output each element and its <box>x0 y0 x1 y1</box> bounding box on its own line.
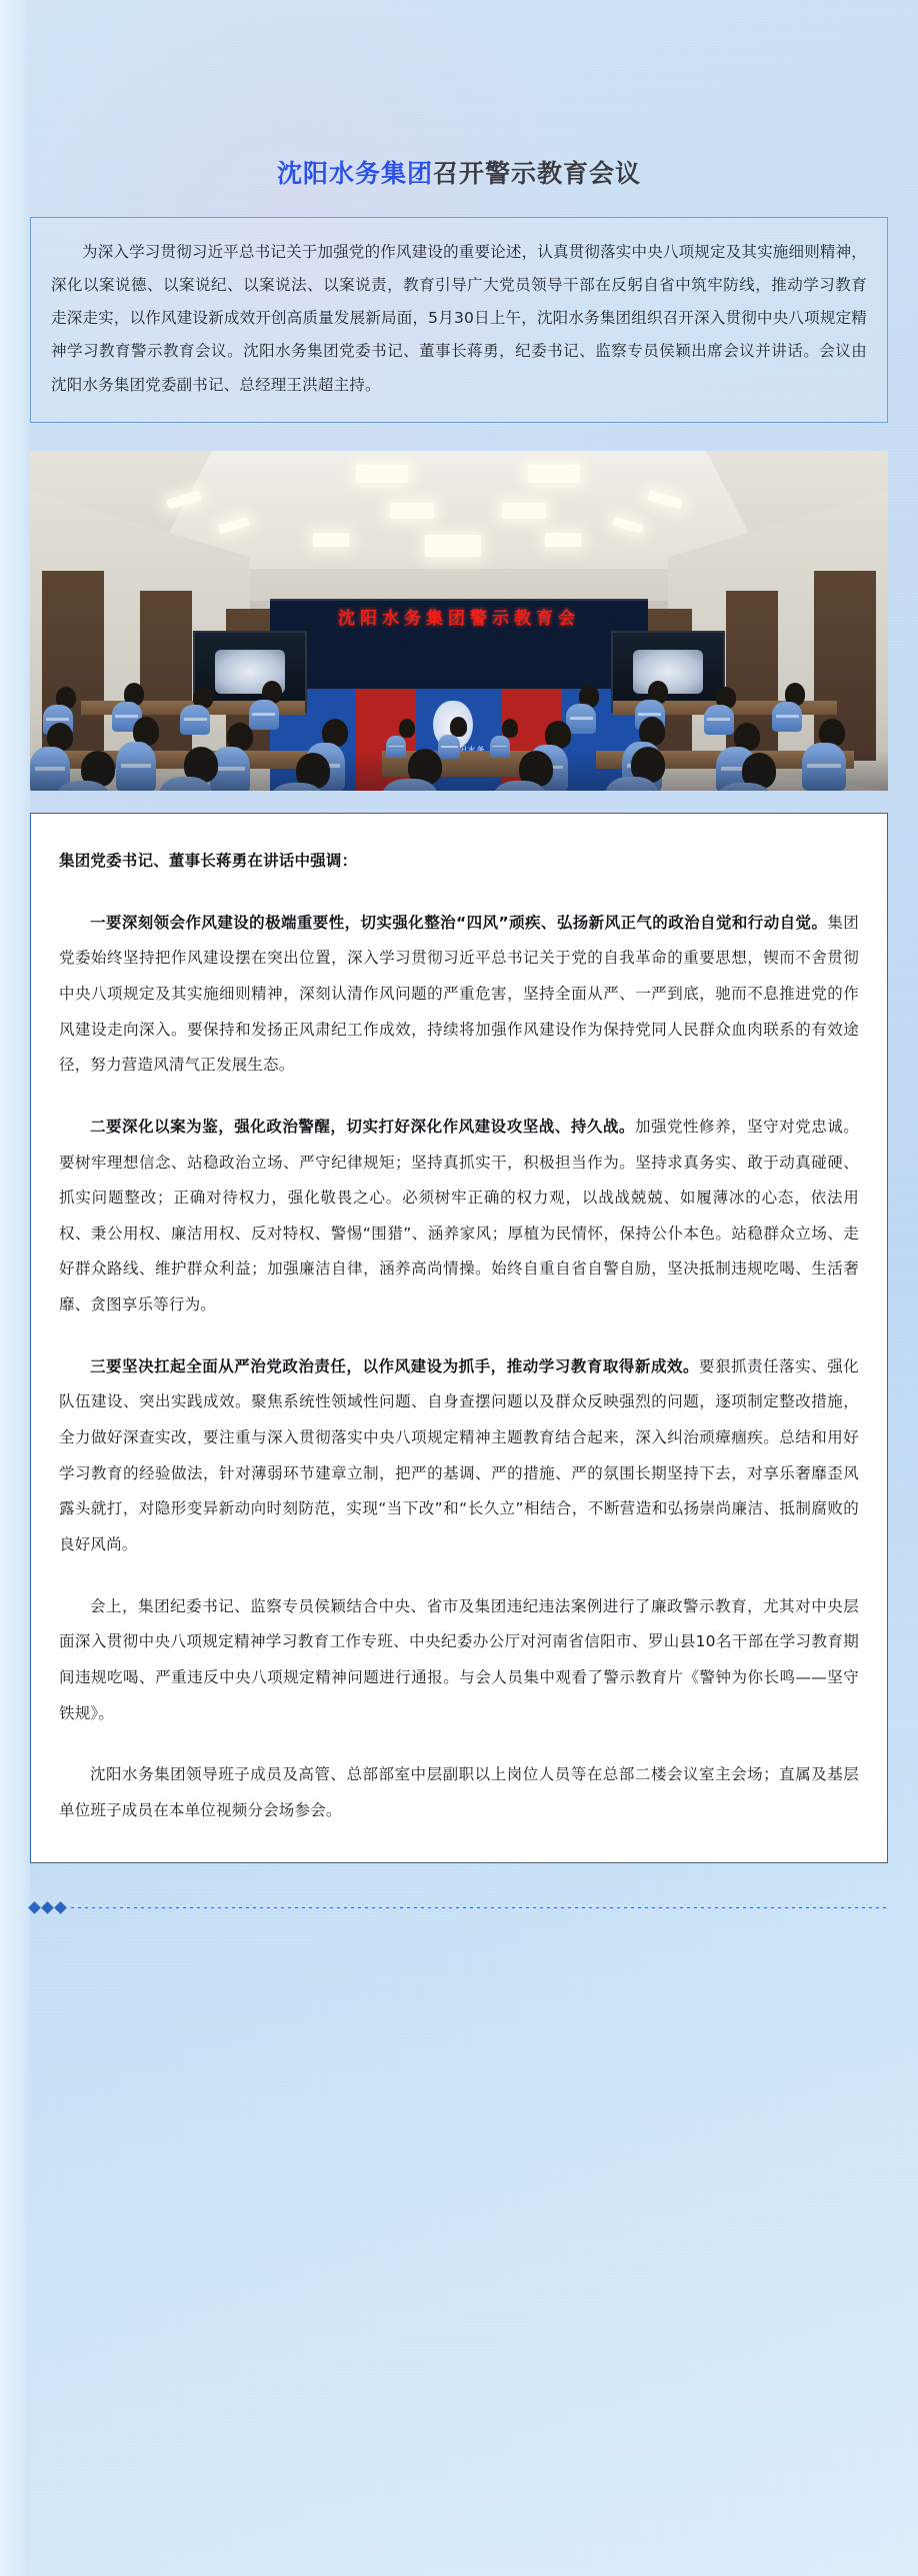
meeting-photo <box>30 451 888 791</box>
dotted-divider <box>71 1907 888 1908</box>
body-paragraph-rest: 沈阳水务集团领导班子成员及高管、总部部室中层副职以上岗位人员等在总部二楼会议室主会场；直属及基层单位班子成员在本单位视频分会场参会。 <box>59 1765 859 1819</box>
photo-person-body <box>566 704 596 734</box>
body-paragraph-rest: 要狠抓责任落实、强化队伍建设、突出实践成效。聚焦系统性领域性问题、自身查摆问题以及群众反映强烈的问题，逐项制定整改措施，全力做好深查实改，要注重与深入贯彻落实中央八项规定精神主题教育结合起来，深入纠治顽瘴痼疾。总结和用好学习教育的经验做法，针对薄弱环节建章立制，把严的基调、严的措施、严的氛围长期坚持下去，对享乐奢靡歪风露头就打，对隐形变异新动向时刻防范，实现“当下改”和“长久立”相结合，不断营造和弘扬崇尚廉洁、抵制腐败的良好风尚。 <box>59 1356 859 1553</box>
page-title-rest: 召开警示教育会议 <box>433 159 642 188</box>
photo-person-body <box>704 705 734 735</box>
photo-ceiling-light <box>313 533 349 547</box>
body-paragraph-rest: 加强党性修养，坚守对党忠诚。要树牢理想信念、站稳政治立场、严守纪律规矩；坚持真抓实干，积极担当作为。坚持求真务实、敢于动真碰硬、抓实问题整改；正确对待权力，强化敬畏之心。必须树牢正确的权力观，以战战兢兢、如履薄冰的心态，依法用权、秉公用权、廉洁用权、反对特权、警惕“围猎”、涵养家风；厚植为民情怀，保持公仆本色。站稳群众立场、走好群众路线、维护群众利益；加强廉洁自律，涵养高尚情操。始终自重自省自警自励，坚决抵制违规吃喝、生活奢靡、贪图享乐等行为。 <box>59 1117 859 1314</box>
photo-person-body <box>249 700 279 730</box>
body-paragraph <box>59 906 859 1084</box>
photo-ceiling-light <box>545 533 581 547</box>
body-paragraph-rest: 集团党委始终坚持把作风建设摆在突出位置，深入学习贯彻习近平总书记关于党的自我革命的重要思想，锲而不舍贯彻中央八项规定及其实施细则精神，深刻认清作风问题的严重危害，坚持全面从严、一严到底，驰而不息推进党的作风建设走向深入。要保持和发扬正风肃纪工作成效，持续将加强作风建设作为保持党同人民群众血肉联系的有效途径，努力营造风清气正发展生态。 <box>59 913 859 1075</box>
body-paragraph <box>59 1589 859 1732</box>
diamond-icon <box>28 1902 41 1915</box>
article-body-box <box>30 813 888 1863</box>
photo-banner-text: 沈阳水务集团警示教育会 <box>337 609 580 630</box>
body-paragraph <box>59 1349 859 1563</box>
photo-ceiling-light <box>390 503 434 519</box>
body-paragraph <box>59 1110 859 1323</box>
lead-paragraph: 为深入学习贯彻习近平总书记关于加强党的作风建设的重要论述，认真贯彻落实中央八项规定及其实施细则精神，深化以案说德、以案说纪、以案说法、以案说责，教育引导广大党员领导干部在反躬自省中筑牢防线，推动学习教育走深走实，以作风建设新成效开创高质量发展新局面，5月30日上午，沈阳水务集团组织召开深入贯彻中央八项规定精神学习教育警示教育会议。沈阳水务集团党委书记、董事长蒋勇，纪委书记、监察专员侯颖出席会议并讲话。会议由沈阳水务集团党委副书记、总经理王洪超主持。 <box>51 242 868 394</box>
body-paragraph <box>59 1757 859 1828</box>
photo-ceiling-light <box>528 465 580 483</box>
lead-summary-box <box>30 217 888 424</box>
photo-person-head <box>450 717 467 737</box>
body-paragraph-lead: 一要深刻领会作风建设的极端重要性，切实强化整治“四风”顽疾、弘扬新风正气的政治自觉和行动自觉。 <box>90 913 828 932</box>
body-paragraph-lead: 集团党委书记、董事长蒋勇在讲话中强调： <box>59 852 358 871</box>
photo-person-head <box>399 719 415 738</box>
photo-person-body <box>180 705 210 735</box>
page-title-accent: 沈阳水务集团 <box>276 159 433 188</box>
photo-ceiling-light <box>356 465 408 483</box>
photo-ceiling-light <box>425 535 481 557</box>
body-paragraph-rest: 会上，集团纪委书记、监察专员侯颖结合中央、省市及集团违纪违法案例进行了廉政警示教育，尤其对中央层面深入贯彻中央八项规定精神学习教育工作专班、中央纪委办公厅对河南省信阳市、罗山县10名干部在学习教育期间违规吃喝、严重违反中央八项规定精神问题进行通报。与会人员集中观看了警示教育片《警钟为你长鸣——坚守铁规》。 <box>59 1596 859 1722</box>
body-paragraph-lead: 三要坚决扛起全面从严治党政治责任，以作风建设为抓手，推动学习教育取得新成效。 <box>90 1356 700 1375</box>
photo-person-body <box>772 702 802 732</box>
photo-foreground-shadow <box>30 751 888 791</box>
page-title <box>30 150 888 217</box>
photo-person-head <box>502 719 518 738</box>
header-banner <box>30 0 888 150</box>
footer-ornament <box>30 1897 888 1952</box>
diamond-icon <box>54 1902 67 1915</box>
photo-ceiling-light <box>502 503 546 519</box>
body-paragraph <box>59 844 859 880</box>
diamond-group <box>30 1903 65 1912</box>
body-paragraph-lead: 二要深化以案为鉴，强化政治警醒，切实打好深化作风建设攻坚战、持久战。 <box>90 1117 635 1136</box>
meeting-photo-figure <box>30 451 888 791</box>
diamond-icon <box>41 1902 54 1915</box>
